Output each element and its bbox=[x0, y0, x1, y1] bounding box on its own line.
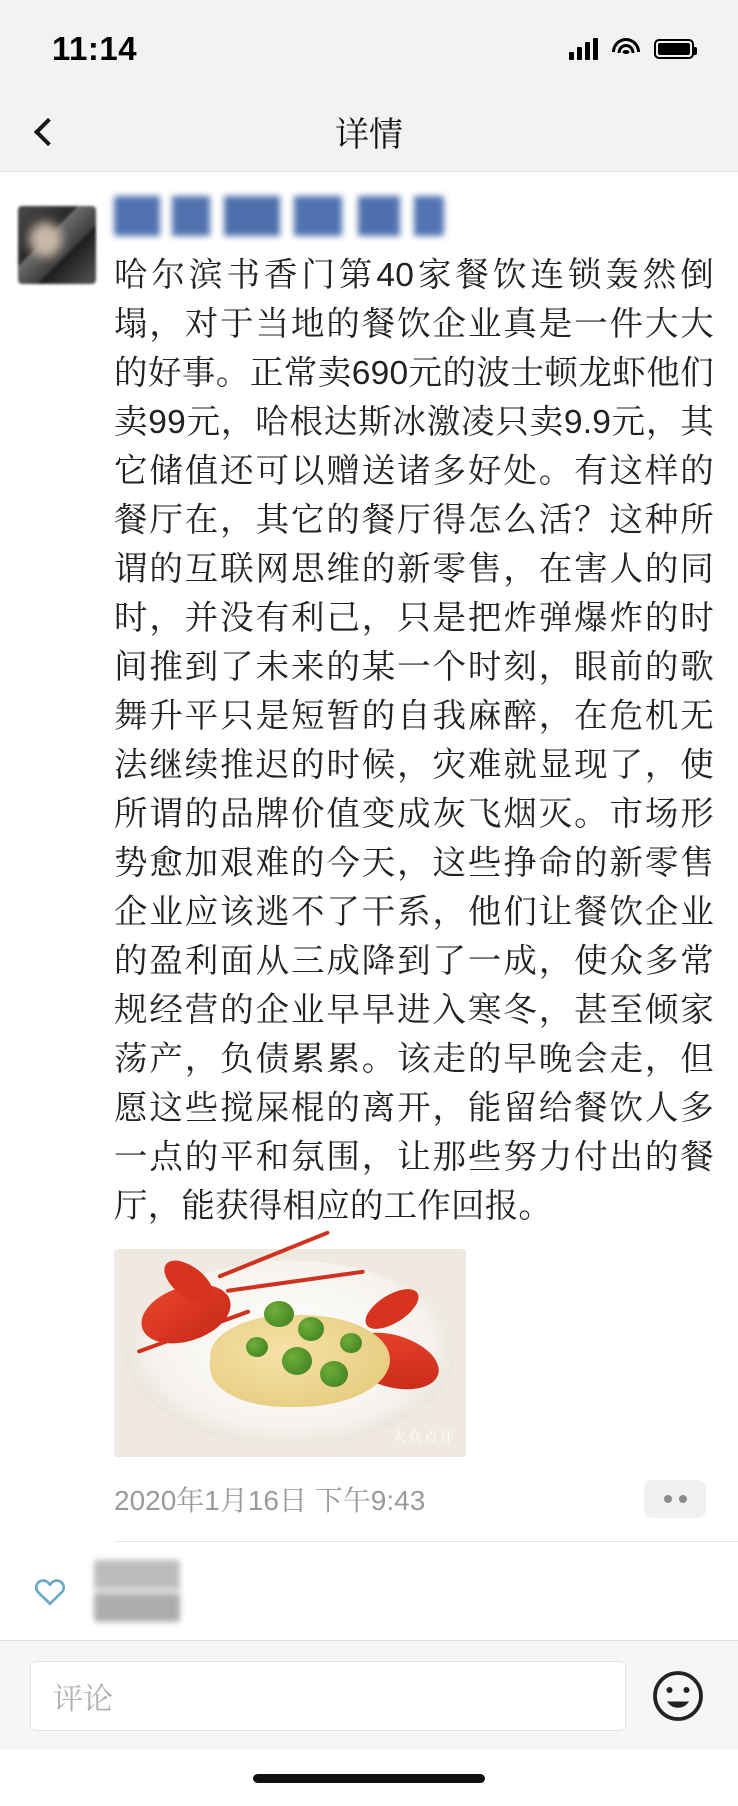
post-meta bbox=[114, 1479, 714, 1519]
broccoli bbox=[282, 1347, 312, 1375]
likes-row bbox=[0, 1542, 738, 1640]
wifi-icon bbox=[612, 38, 640, 60]
home-bar bbox=[0, 1750, 738, 1806]
broccoli bbox=[264, 1301, 294, 1327]
cellular-signal-icon bbox=[569, 38, 598, 60]
post bbox=[0, 172, 738, 1519]
post-detail-content bbox=[0, 172, 738, 1640]
back-button[interactable] bbox=[0, 92, 90, 172]
like-user-names[interactable] bbox=[94, 1560, 180, 1622]
author-name[interactable] bbox=[114, 196, 444, 236]
post-body bbox=[114, 196, 738, 1519]
status-bar bbox=[0, 0, 738, 92]
chevron-left-icon bbox=[34, 117, 62, 145]
home-indicator[interactable] bbox=[253, 1774, 485, 1783]
image-watermark: 大众点评 bbox=[392, 1429, 456, 1445]
status-time: 11:14 bbox=[52, 30, 138, 67]
nav-bar bbox=[0, 92, 738, 172]
post-timestamp: 2020年1月16日 下午9:43 bbox=[114, 1485, 426, 1516]
smiley-face-icon[interactable] bbox=[648, 1666, 708, 1726]
broccoli bbox=[320, 1361, 348, 1387]
post-text: 哈尔滨书香门第40家餐饮连锁轰然倒塌，对于当地的餐饮企业真是一件大大的好事。正常卖690元的波士顿龙虾他们卖99元，哈根达斯冰激凌只卖9.9元，其它储值还可以赠送诸多好处。有这样的餐厅在，其它的餐厅得怎么活？这种所谓的互联网思维的新零售，在害人的同时，并没有利己，只是把炸弹爆炸的时间推到了未来的某一个时刻，眼前的歌舞升平只是短暂的自我麻醉，在危机无法继续推迟的时候，灾难就显现了，使所谓的品牌价值变成灰飞烟灭。市场形势愈加艰难的今天，这些挣命的新零售企业应该逃不了干系，他们让餐饮企业的盈利面从三成降到了一成，使众多常规经营的企业早早进入寒冬，甚至倾家荡产，负债累累。该走的早晚会走，但愿这些搅屎棍的离开，能留给餐饮人多一点的平和氛围，让那些努力付出的餐厅，能获得相应的工作回报。 bbox=[114, 257, 714, 1225]
more-dots-icon[interactable] bbox=[644, 1480, 706, 1518]
status-indicators bbox=[569, 32, 694, 60]
page-title: 详情 bbox=[335, 116, 403, 154]
battery-full-icon bbox=[654, 39, 694, 59]
heart-icon[interactable] bbox=[32, 1573, 68, 1609]
comment-input[interactable]: 评论 bbox=[30, 1661, 626, 1731]
broccoli bbox=[246, 1337, 268, 1357]
comment-bar bbox=[0, 1640, 738, 1750]
broccoli bbox=[340, 1333, 362, 1353]
avatar[interactable] bbox=[18, 206, 96, 284]
broccoli bbox=[298, 1317, 324, 1341]
post-image[interactable] bbox=[114, 1249, 466, 1457]
